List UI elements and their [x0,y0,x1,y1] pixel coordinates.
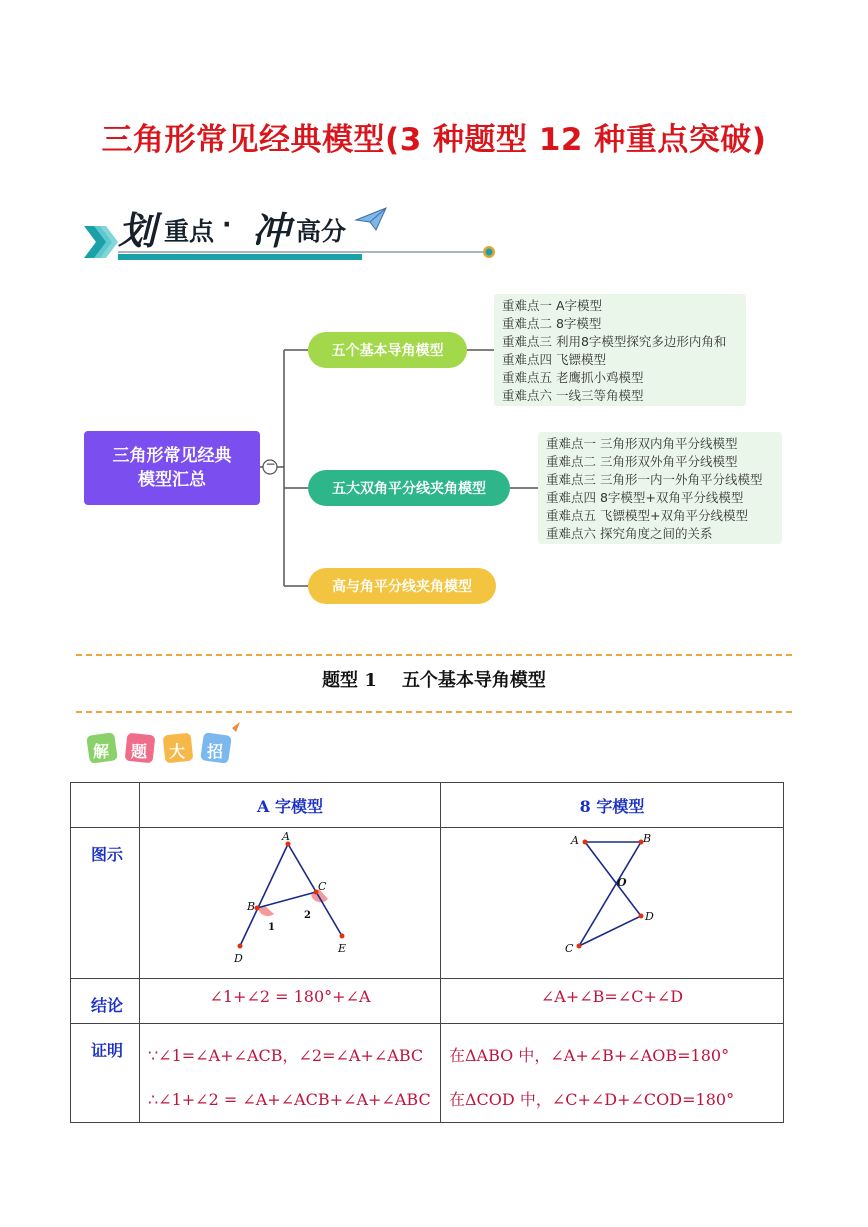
tip-char-3: 大 [169,742,186,761]
header-empty [71,783,140,828]
separator-top [76,654,792,656]
fig-a-label-D: D [234,952,243,965]
figure-8-cell [441,828,784,979]
banner-char-2: 冲 [252,208,291,253]
figure-a-cell [140,828,441,979]
table-header-row [71,783,784,828]
leaf-item: 重难点三 利用8字模型探究多边形内角和 [502,334,727,349]
mindmap-root-node[interactable] [84,431,260,505]
fig-8-label-B: B [643,832,652,845]
leaf-item: 重难点五 飞镖模型+双角平分线模型 [546,508,748,523]
branch-node-1[interactable]: 五个基本导角模型 [308,332,467,368]
leaf-item: 重难点五 老鹰抓小鸡模型 [502,370,644,385]
leaf-item: 重难点六 一线三等角模型 [502,388,644,403]
banner-text-1: 重点 [164,217,215,246]
tip-badge [84,718,244,772]
proof-8-cell [441,1024,784,1123]
tip-char-1: 解 [93,742,110,761]
table-row-proof [71,1024,784,1123]
leaf-item: 重难点六 探究角度之间的关系 [546,526,713,541]
leaf-item: 重难点四 飞镖模型 [502,352,606,367]
root-line-1: 三角形常见经典 [112,446,232,466]
branch-node-2[interactable]: 五大双角平分线夹角模型 [308,470,510,506]
separator-bottom [76,711,792,713]
leaf-list-1 [494,294,746,406]
conclusion-a: ∠1+∠2 = 180°+∠A [140,979,441,1024]
section-heading [0,666,868,692]
banner-text-2: 高分 [296,217,347,246]
table-row-conclusion [71,979,784,1024]
leaf-item: 重难点三 三角形一内一外角平分线模型 [546,472,763,487]
leaf-item: 重难点二 三角形双外角平分线模型 [546,454,738,469]
conclusion-8: ∠A+∠B=∠C+∠D [441,979,784,1024]
fig-a-label-C: C [318,880,327,893]
model-table [70,782,784,1123]
leaf-list-2 [538,432,782,544]
row-label-proof: 证明 [71,1024,140,1123]
tip-char-2: 题 [131,742,148,761]
banner-char-1: 划 [118,208,157,253]
leaf-item: 重难点二 8字模型 [502,316,602,331]
tip-char-4: 招 [207,742,224,761]
proof-a-cell [140,1024,441,1123]
fig-8-label-O: O [617,876,627,889]
row-label-conclusion: 结论 [71,979,140,1024]
header-a-model: A 字模型 [140,783,441,828]
fig-8-label-D: D [645,910,654,923]
leaf-item: 重难点四 8字模型+双角平分线模型 [546,490,744,505]
fig-a-label-A: A [282,830,290,843]
proof-8-line-1: 在ΔABO 中，∠A+∠B+∠AOB=180° [449,1046,730,1065]
fig-a-label-E: E [338,942,347,955]
branch-node-3[interactable]: 高与角平分线夹角模型 [308,568,496,604]
proof-8-line-2: 在ΔCOD 中，∠C+∠D+∠COD=180° [449,1090,735,1109]
figure-8-model [441,828,783,974]
leaf-item: 重难点一 三角形双内角平分线模型 [546,436,738,451]
proof-a-line-2: ∴∠1+∠2 = ∠A+∠ACB+∠A+∠ABC [148,1090,431,1109]
banner-dot: · [222,210,232,239]
root-line-2: 模型汇总 [138,470,206,490]
section-title: 五个基本导角模型 [401,670,546,691]
header-8-model: 8 字模型 [441,783,784,828]
section-label: 题型 1 [322,670,377,691]
figure-a-model [140,828,440,974]
fig-a-label-B: B [247,900,256,913]
proof-a-line-1: ∵∠1=∠A+∠ACB，∠2=∠A+∠ABC [148,1046,424,1065]
fig-8-label-A: A [571,834,579,847]
fig-8-label-C: C [565,942,574,955]
table-row-figure [71,828,784,979]
collapse-toggle[interactable]: − [265,457,276,471]
row-label-figure: 图示 [71,828,140,979]
leaf-item: 重难点一 A字模型 [502,298,603,313]
fig-a-angle-1: 1 [268,922,275,933]
document-title: 三角形常见经典模型(3 种题型 12 种重点突破) [101,122,767,158]
fig-a-angle-2: 2 [304,910,311,921]
